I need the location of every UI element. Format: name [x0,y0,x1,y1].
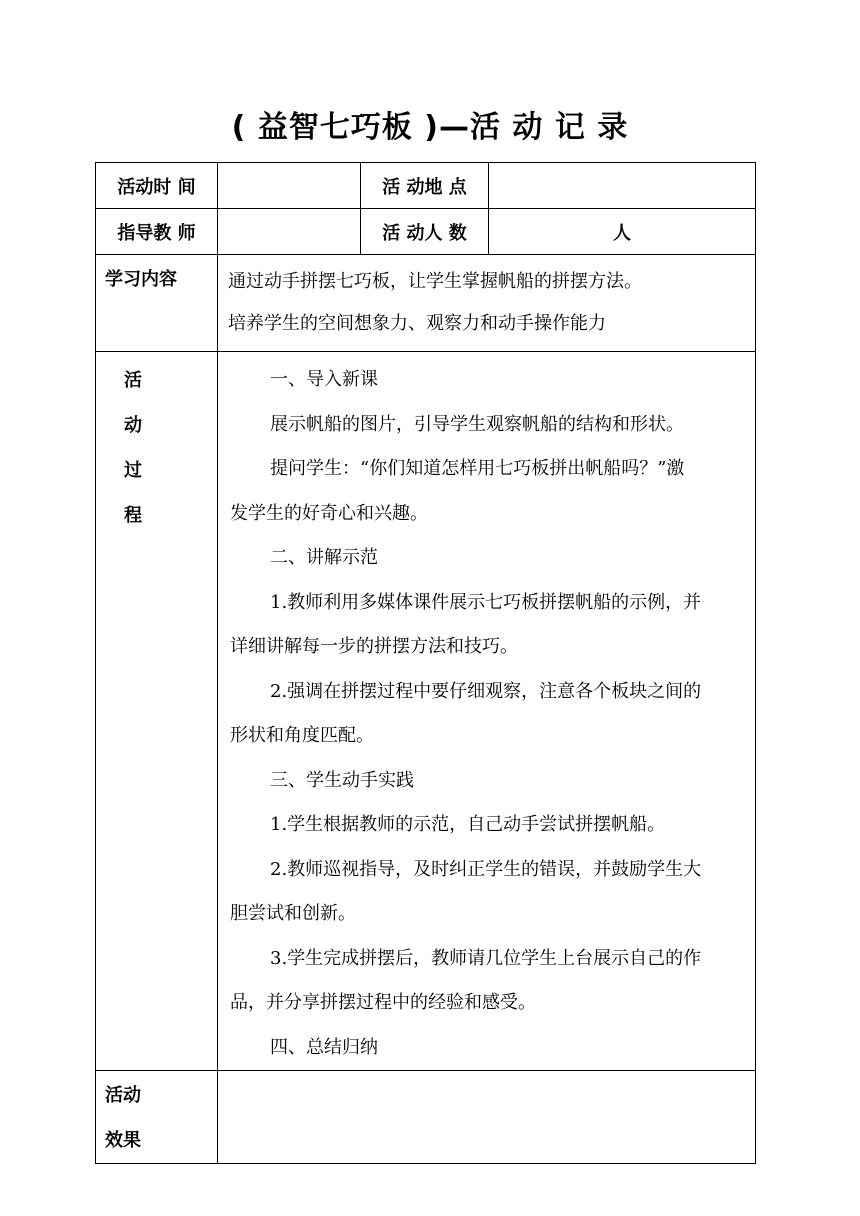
process-text [218,352,755,1070]
process-line: 一、导入新课 [270,369,378,390]
process-line: 发学生的好奇心和兴趣。 [230,502,428,524]
content-line: 培养学生的空间想象力、观察力和动手操作能力 [228,313,606,334]
place-label: 活 动地 点 [361,163,489,209]
content-cell[interactable] [218,255,756,352]
process-line: 1.学生根据教师的示范，自己动手尝试拼摆帆船。 [270,814,666,835]
row-process [96,352,756,1071]
process-label-char: 活 [124,370,142,391]
process-line: 胆尝试和创新。 [230,903,356,924]
process-line: 详细讲解每一步的拼摆方法和技巧。 [230,636,518,657]
process-line: 三、学生动手实践 [270,769,414,791]
process-line: 形状和角度匹配。 [230,725,374,746]
time-value[interactable] [218,163,361,209]
teacher-value[interactable] [218,209,361,255]
process-line: 3.学生完成拼摆后，教师请几位学生上台展示自己的作 [270,947,702,969]
effect-label-line: 活动 [105,1085,141,1106]
process-cell[interactable] [218,352,756,1071]
process-line: 2.教师巡视指导，及时纠正学生的错误，并鼓励学生大 [270,858,702,880]
process-label [96,352,218,1071]
effect-value[interactable] [218,1071,756,1164]
process-line: 展示帆船的图片，引导学生观察帆船的结构和形状。 [270,413,684,435]
page-title: ( 益智七巧板 )—活 动 记 录 [231,110,629,145]
activity-record-table [95,162,756,1164]
process-line: 二、讲解示范 [270,547,378,568]
effect-label-line: 效果 [105,1130,141,1151]
process-line: 2.强调在拼摆过程中要仔细观察，注意各个板块之间的 [270,680,702,702]
place-value[interactable] [489,163,756,209]
process-label-char: 程 [124,505,142,526]
content-label: 学习内容 [96,255,218,352]
row-teacher-count [96,209,756,255]
effect-label [96,1071,218,1164]
count-label: 活 动人 数 [361,209,489,255]
row-content [96,255,756,352]
row-effect [96,1071,756,1164]
teacher-label: 指导教 师 [96,209,218,255]
process-line: 四、总结归纳 [270,1036,378,1058]
process-label-char: 动 [124,415,142,436]
count-value[interactable]: 人 [489,209,756,255]
content-line: 通过动手拼摆七巧板，让学生掌握帆船的拼摆方法。 [228,271,642,292]
process-line: 1.教师利用多媒体课件展示七巧板拼摆帆船的示例，并 [270,591,702,613]
process-line: 提问学生：“你们知道怎样用七巧板拼出帆船吗？”激 [270,458,685,479]
process-label-char: 过 [124,460,142,481]
time-label: 活动时 间 [96,163,218,209]
row-time-place [96,163,756,209]
process-line: 品，并分享拼摆过程中的经验和感受。 [230,992,536,1013]
